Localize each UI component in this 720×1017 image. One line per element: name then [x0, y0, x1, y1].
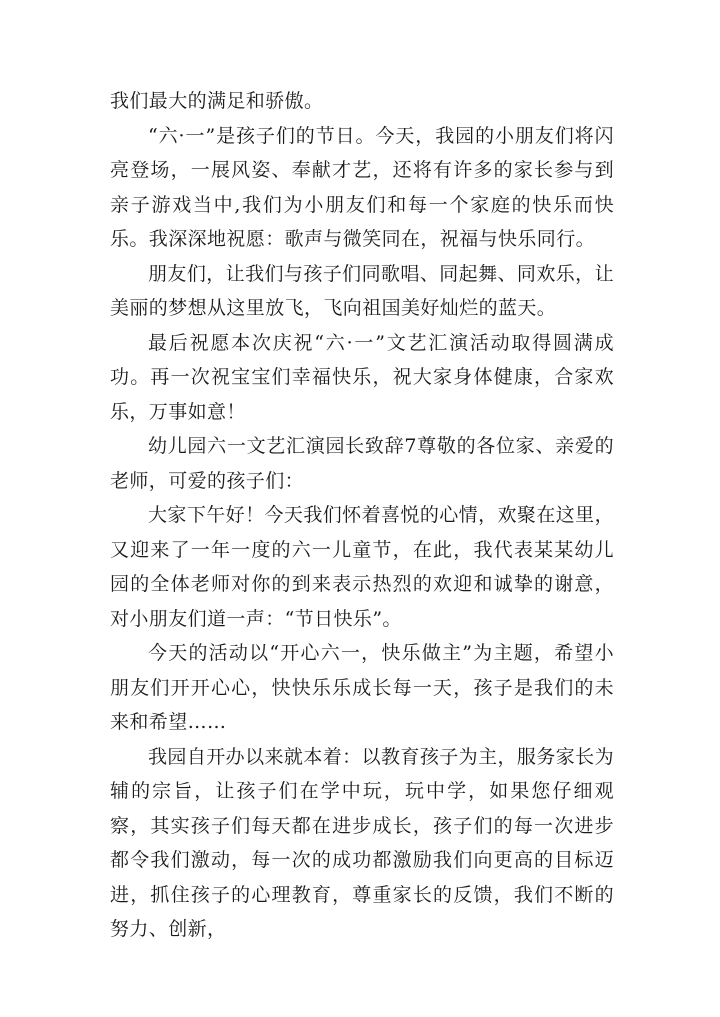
paragraph-childrens-day: “六·一”是孩子们的节日。今天，我园的小朋友们将闪亮登场，一展风姿、奉献才艺，还将有许多的家长参与到亲子游戏当中,我们为小朋友们和每一个家庭的快乐而快乐。我深深地祝愿：歌声与微笑同在，祝福与快乐同行。 — [110, 124, 614, 250]
paragraph-speech-heading: 幼儿园六一文艺汇演园长致辞7尊敬的各位家、亲爱的老师，可爱的孩子们： — [110, 435, 614, 492]
paragraph-greeting: 大家下午好！今天我们怀着喜悦的心情，欢聚在这里，又迎来了一年一度的六一儿童节，在此，我代表某某幼儿园的全体老师对你的到来表示热烈的欢迎和诚挚的谢意，对小朋友们道一声：“节日快乐”。 — [110, 504, 614, 630]
document-page — [110, 84, 614, 947]
paragraph-friends: 朋友们，让我们与孩子们同歌唱、同起舞、同欢乐，让美丽的梦想从这里放飞，飞向祖国美好灿烂的蓝天。 — [110, 262, 614, 319]
paragraph-closing-wishes: 最后祝愿本次庆祝“六·一”文艺汇演活动取得圆满成功。再一次祝宝宝们幸福快乐，祝大家身体健康，合家欢乐，万事如意！ — [110, 331, 614, 423]
paragraph-school-mission: 我园自开办以来就本着：以教育孩子为主，服务家长为辅的宗旨，让孩子们在学中玩，玩中学，如果您仔细观察，其实孩子们每天都在进步成长，孩子们的每一次进步都令我们激动，每一次的成功都激励我们向更高的目标迈进，抓住孩子的心理教育，尊重家长的反馈，我们不断的努力、创新， — [110, 745, 614, 940]
paragraph-theme: 今天的活动以“开心六一，快乐做主”为主题，希望小朋友们开开心心，快快乐乐成长每一天，孩子是我们的未来和希望…… — [110, 642, 614, 733]
paragraph-continuation: 我们最大的满足和骄傲。 — [110, 90, 324, 112]
